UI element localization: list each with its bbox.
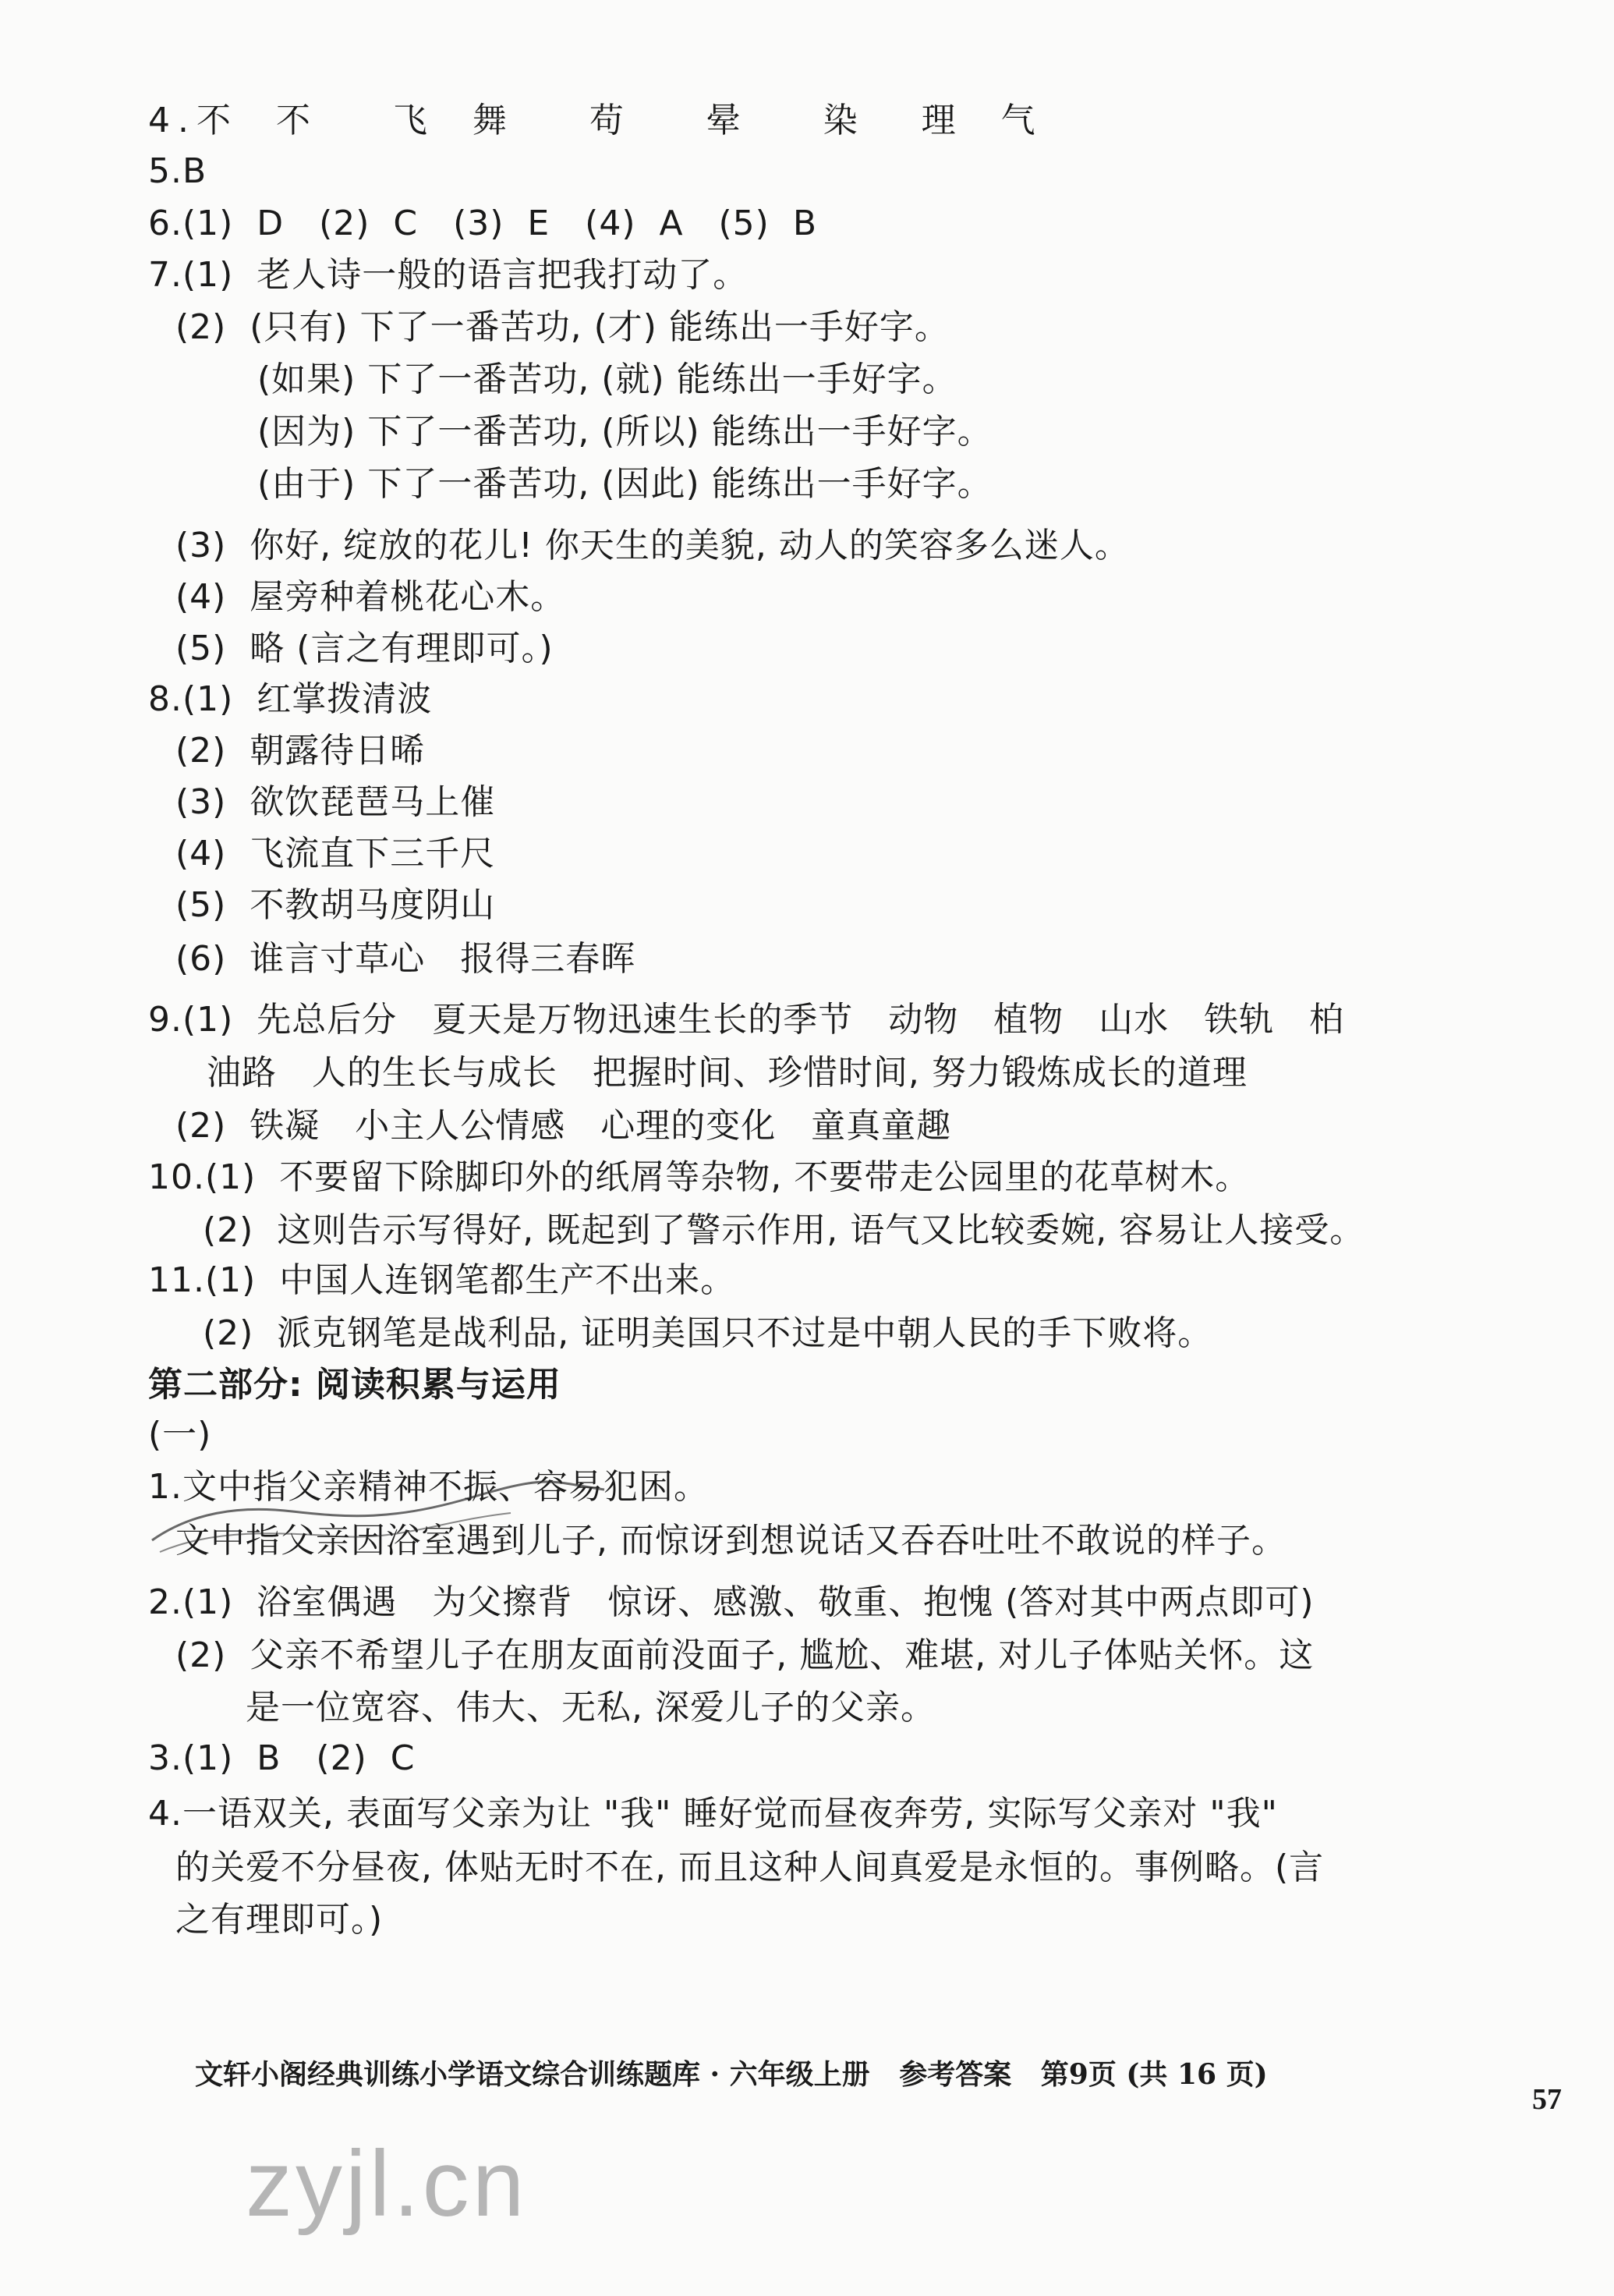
answer-line: 8.(1) 红掌拨清波 [148,679,433,719]
answer-line: (2) 朝露待日晞 [175,731,426,771]
answer-line: 的关爱不分昼夜, 体贴无时不在, 而且这种人间真爱是永恒的。事例略。(言 [175,1848,1325,1887]
answer-line: 4.不 不 飞 舞 苟 晕 染 理 气 [148,101,1043,140]
answer-line: (2) 派克钢笔是战利品, 证明美国只不过是中朝人民的手下败将。 [203,1313,1213,1353]
answer-line: 5.B [148,151,207,191]
answer-line: (2) 铁凝 小主人公情感 心理的变化 童真童趣 [175,1106,952,1146]
answer-line: 文中指父亲因浴室遇到儿子, 而惊讶到想说话又吞吞吐吐不敢说的样子。 [175,1521,1287,1561]
answer-line: 是一位宽容、伟大、无私, 深爱儿子的父亲。 [246,1688,936,1727]
answer-line: (3) 你好, 绽放的花儿! 你天生的美貌, 动人的笑容多么迷人。 [175,526,1130,565]
section-heading: 第二部分: 阅读积累与运用 [148,1365,561,1405]
answer-line: (2) 父亲不希望儿子在朋友面前没面子, 尴尬、难堪, 对儿子体贴关怀。这 [175,1635,1315,1675]
answer-line: 11.(1) 中国人连钢笔都生产不出来。 [148,1260,736,1300]
answer-line: (2) 这则告示写得好, 既起到了警示作用, 语气又比较委婉, 容易让人接受。 [203,1210,1365,1250]
answer-line: (5) 不教胡马度阴山 [175,885,496,925]
pen-scribble [144,1466,612,1575]
watermark: zyjl.cn [246,2131,528,2236]
answer-line: (3) 欲饮琵琶马上催 [175,782,496,822]
answer-line: (因为) 下了一番苦功, (所以) 能练出一手好字。 [257,412,993,452]
answer-line: (4) 飞流直下三千尺 [175,834,496,873]
answer-line: (4) 屋旁种着桃花心木。 [175,577,566,617]
answer-line: 7.(1) 老人诗一般的语言把我打动了。 [148,255,749,295]
page-footer: 文轩小阁经典训练小学语文综合训练题库 · 六年级上册 参考答案 第9页 (共 16 页) [195,2058,1268,2091]
answer-line: 6.(1) D (2) C (3) E (4) A (5) B [148,204,817,243]
answer-line: (5) 略 (言之有理即可。) [175,629,554,668]
answer-line: (6) 谁言寸草心 报得三春晖 [175,939,636,979]
answer-line: (如果) 下了一番苦功, (就) 能练出一手好字。 [257,360,957,399]
answer-line: 1.文中指父亲精神不振、容易犯困。 [148,1467,709,1507]
answer-line: (2) (只有) 下了一番苦功, (才) 能练出一手好字。 [175,307,950,347]
page-number: 57 [1532,2083,1562,2116]
answer-line: 油路 人的生长与成长 把握时间、珍惜时间, 努力锻炼成长的道理 [207,1053,1248,1093]
answer-line: 9.(1) 先总后分 夏天是万物迅速生长的季节 动物 植物 山水 铁轨 柏 [148,1000,1345,1040]
answer-line: (由于) 下了一番苦功, (因此) 能练出一手好字。 [257,464,993,504]
answer-line: 之有理即可。) [175,1900,384,1940]
answer-line: 2.(1) 浴室偶遇 为父擦背 惊讶、感激、敬重、抱愧 (答对其中两点即可) [148,1582,1315,1622]
answer-line: 3.(1) B (2) C [148,1738,416,1778]
answer-line: (一) [148,1415,212,1454]
answer-line: 10.(1) 不要留下除脚印外的纸屑等杂物, 不要带走公园里的花草树木。 [148,1157,1251,1197]
answer-line: 4.一语双关, 表面写父亲为让 "我" 睡好觉而昼夜奔劳, 实际写父亲对 "我" [148,1794,1278,1834]
